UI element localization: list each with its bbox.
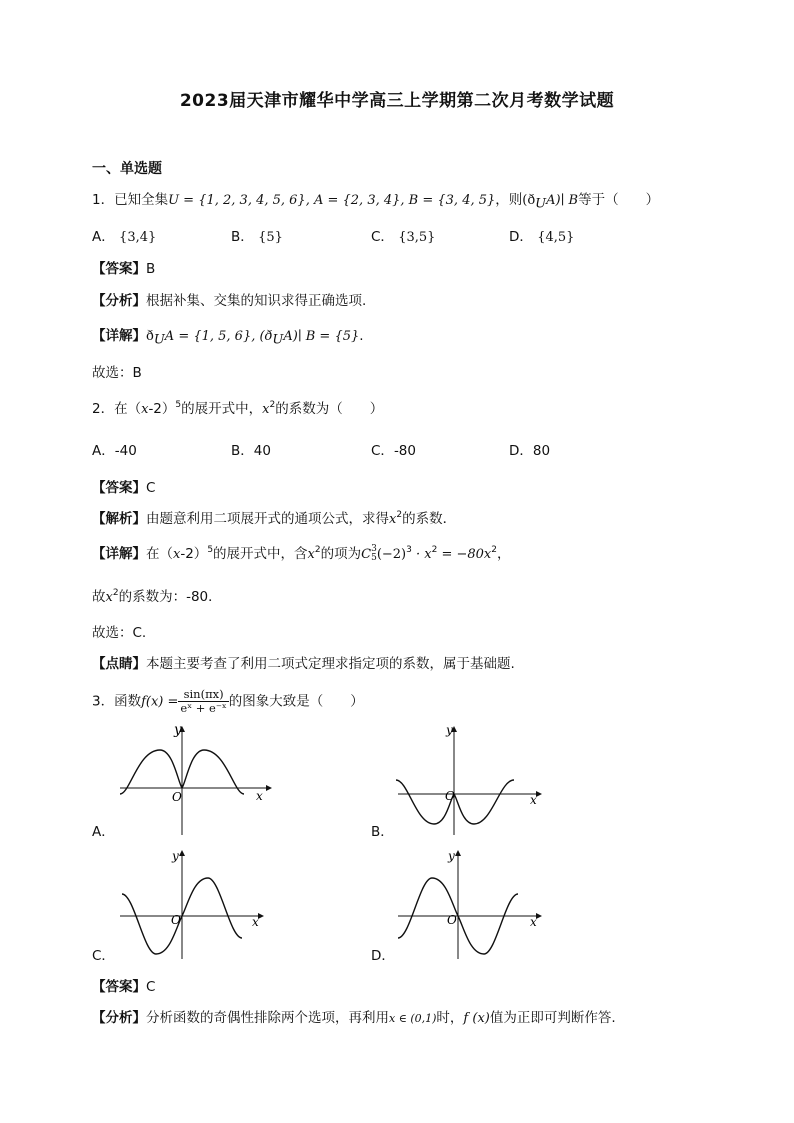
- question-2-comment: 【点睛】本题主要考查了利用二项式定理求指定项的系数，属于基础题.: [92, 656, 515, 672]
- question-1-answer: 【答案】B: [92, 261, 156, 277]
- graph-option-d-label: D．: [371, 948, 395, 964]
- question-3-stem: 3．函数f(x) = $\frac{\sin(\pi x)}{\text{eˣ + e⁻ˣ}}$ 的图象大致是（ ）: [92, 687, 364, 715]
- question-2-answer: 【答案】C: [92, 480, 156, 496]
- question-2-option-d: D．80: [509, 443, 551, 459]
- question-1-option-b: B． {5}: [231, 229, 283, 245]
- graph-b-y-label: y: [446, 723, 453, 737]
- question-2-option-a: A．-40: [92, 443, 137, 459]
- graph-option-b-label: B．: [371, 824, 394, 840]
- graph-option-d: [396, 846, 556, 961]
- graph-b-origin-label: O: [445, 789, 455, 803]
- question-2-option-b: B．40: [231, 443, 271, 459]
- graph-d-x-label: x: [530, 915, 537, 929]
- graph-option-c-label: C．: [92, 948, 115, 964]
- question-2-stem: 2．在$(x-2)^5$的展开式中，$x^2$的系数为（ ）: [92, 400, 384, 417]
- question-2-analysis: 【解析】由题意利用二项展开式的通项公式，求得$x^2$的系数．: [92, 510, 457, 527]
- question-2-choice: 故选：C.: [92, 625, 147, 641]
- graph-a-x-label: x: [256, 789, 263, 803]
- page-title: 2023届天津市耀华中学高三上学期第二次月考数学试题: [179, 91, 615, 111]
- question-2-conclusion: 故$x^2$的系数为：-80．: [92, 588, 222, 605]
- graph-option-a-label: A．: [92, 824, 115, 840]
- graph-c-origin-label: O: [171, 913, 181, 927]
- graph-a-y-label: y: [174, 722, 182, 738]
- graph-option-b: [396, 722, 556, 837]
- graph-a-origin-label: O: [172, 790, 182, 804]
- question-1-analysis: 【分析】根据补集、交集的知识求得正确选项.: [92, 293, 367, 309]
- function-fraction: $\frac{\sin(\pi x)}{\text{eˣ + e⁻ˣ}}$: [180, 687, 227, 715]
- section-heading-single-choice: 一、单选题: [92, 161, 162, 177]
- graph-c-x-label: x: [252, 915, 259, 929]
- question-1-option-c: C． {3,5}: [371, 229, 436, 245]
- question-2-detail: 【详解】在$(x-2)^5$的展开式中，含$x^2$的项为C 3 5 $(-2)^3 \cdot x^2 = -80x^2$，: [92, 544, 511, 563]
- question-1-stem: 1．已知全集U = {1, 2, 3, 4, 5, 6}, A = {2, 3, 4}, B = {3, 4, 5}，则$(ð_UA)∣$ B等于（ ）: [92, 192, 660, 212]
- graph-b-x-label: x: [530, 793, 537, 807]
- question-2-option-c: C．-80: [371, 443, 416, 459]
- graph-d-origin-label: O: [447, 913, 457, 927]
- question-1-option-d: D． {4,5}: [509, 229, 575, 245]
- question-3-analysis: 【分析】分析函数的奇偶性排除两个选项，再利用x ∈ (0,1)时，f (x)值为正即可判断作答.: [92, 1010, 616, 1026]
- graph-d-y-label: y: [448, 849, 455, 863]
- question-1-detail: 【详解】$ð_UA = \{1$, 5, 6}, $(ð_UA)∣$ B = {5}.: [92, 328, 364, 348]
- question-3-answer: 【答案】C: [92, 979, 156, 995]
- question-1-option-a: A． {3,4}: [92, 229, 157, 245]
- graph-c-y-label: y: [172, 849, 179, 863]
- question-1-choice: 故选：B: [92, 365, 142, 381]
- graph-option-a: [118, 722, 278, 837]
- graph-option-c: [118, 846, 278, 961]
